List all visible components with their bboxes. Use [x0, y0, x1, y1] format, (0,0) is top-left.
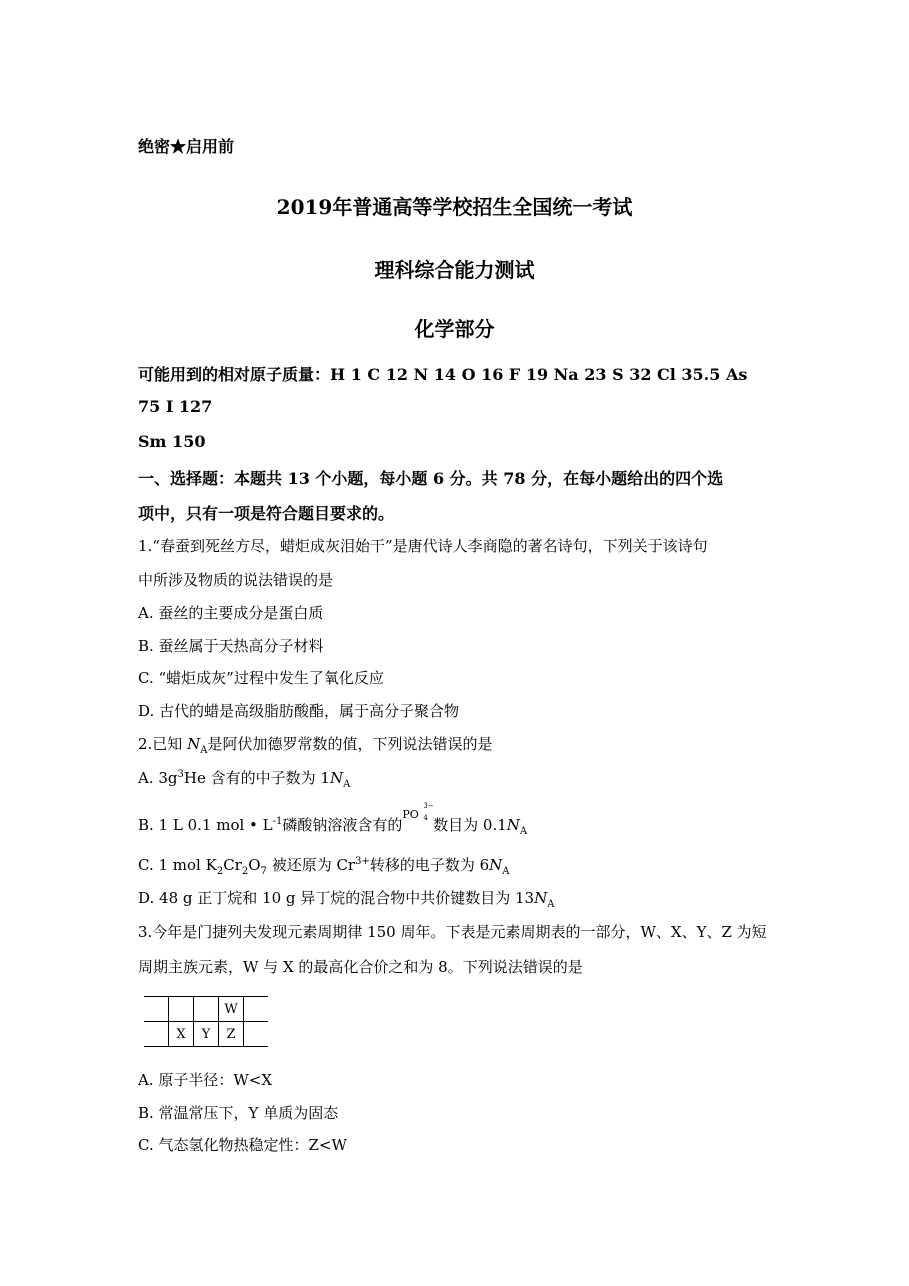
q1-stem-2: 中所涉及物质的说法错误的是 — [138, 571, 334, 589]
confidential-label: 绝密★启用前 — [138, 137, 235, 156]
atomic-masses-line-1: 可能用到的相对原子质量：H 1 C 12 N 14 O 16 F 19 Na 23 S 32 Cl 35.5 As — [138, 365, 748, 384]
q3-stem-2: 周期主族元素，W 与 X 的最高化合价之和为 8。下列说法错误的是 — [138, 958, 583, 976]
q2-option-d: D. 48 g 正丁烷和 10 g 异丁烷的混合物中共价键数目为 $13N_A$ — [138, 889, 555, 910]
exam-subtitle: 理科综合能力测试 — [374, 258, 535, 282]
periodic-table-row — [144, 997, 268, 1022]
table-cell — [144, 1022, 169, 1047]
exam-title: 2019年普通高等学校招生全国统一考试 — [276, 195, 633, 219]
phosphate-ion: PO 3− 4 — [402, 802, 434, 822]
q2-stem: 2.已知 $N_A$是阿伏加德罗常数的值，下列说法错误的是 — [138, 735, 493, 756]
q1-option-c: C. “蜡炬成灰”过程中发生了氧化反应 — [138, 669, 384, 687]
q3-option-c: C. 气态氢化物热稳定性：Z<W — [138, 1136, 347, 1154]
q1-stem-1: 1.“春蚕到死丝方尽，蜡炬成灰泪始干”是唐代诗人李商隐的著名诗句，下列关于该诗句 — [138, 537, 708, 555]
section-instruction-1: 一、选择题：本题共 13 个小题，每小题 6 分。共 78 分，在每小题给出的四个选 — [138, 469, 724, 488]
q3-option-a: A. 原子半径：W<X — [138, 1071, 273, 1089]
atomic-masses-line-2: 75 I 127 — [138, 397, 213, 416]
table-cell — [244, 1022, 269, 1047]
table-cell: X — [169, 1022, 194, 1047]
q1-option-a: A. 蚕丝的主要成分是蛋白质 — [138, 604, 324, 622]
atomic-masses-line-3: Sm 150 — [138, 432, 206, 451]
q3-stem-1: 3.今年是门捷列夫发现元素周期律 150 周年。下表是元素周期表的一部分，W、X、Y、Z 为短 — [138, 923, 767, 941]
q1-option-d: D. 古代的蜡是高级脂肪酸酯，属于高分子聚合物 — [138, 702, 460, 720]
periodic-table-row — [144, 1022, 268, 1047]
periodic-table-excerpt — [144, 996, 268, 1047]
q3-option-b: B. 常温常压下，Y 单质为固态 — [138, 1104, 339, 1122]
q2-option-c: C. 1 mol $K_2Cr_2O_7$ 被还原为 $Cr^{3+}$转移的电子数为 $6N_A$ — [138, 856, 510, 877]
table-cell — [194, 997, 219, 1022]
table-cell: Y — [194, 1022, 219, 1047]
section-instruction-2: 项中，只有一项是符合题目要求的。 — [138, 504, 395, 523]
table-cell — [244, 997, 269, 1022]
table-cell — [144, 997, 169, 1022]
q2-option-b: B. 1 L 0.1 mol • $L^{-1}$磷酸钠溶液含有的 PO 3− 4 数目为 $0.1N_A$ — [138, 802, 528, 837]
table-cell: W — [219, 997, 244, 1022]
table-cell — [169, 997, 194, 1022]
q2-option-a: A. $3g^3He$ 含有的中子数为 $1N_A$ — [138, 769, 351, 790]
q1-option-b: B. 蚕丝属于天热高分子材料 — [138, 637, 324, 655]
table-cell: Z — [219, 1022, 244, 1047]
section-part-title: 化学部分 — [414, 317, 495, 341]
